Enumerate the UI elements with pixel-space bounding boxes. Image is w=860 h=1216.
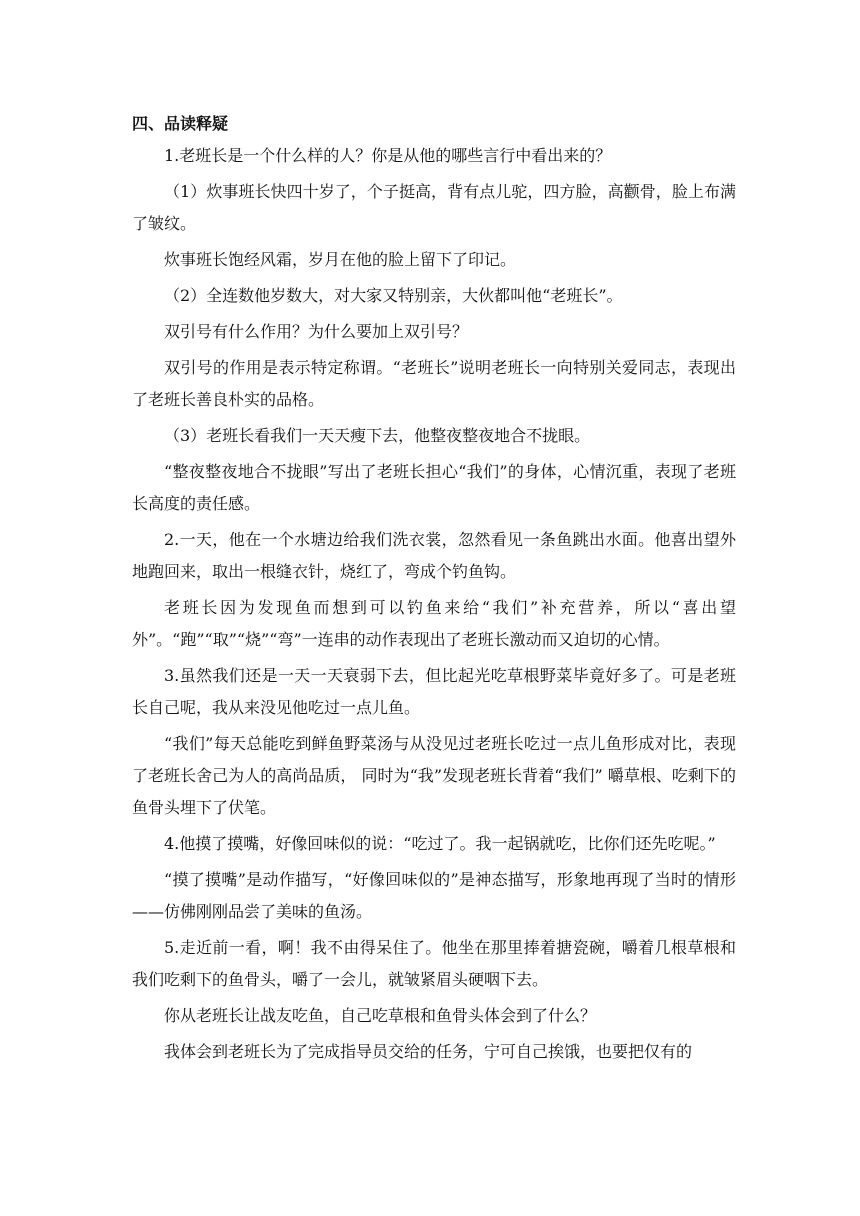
paragraph-q2: 2.一天，他在一个水塘边给我们洗衣裳，忽然看见一条鱼跳出水面。他喜出望外地跑回来，取出一根缝衣针，烧红了，弯成个钓鱼钩。 <box>132 530 736 581</box>
paragraph-q4: 4.他摸了摸嘴，好像回味似的说：“吃过了。我一起锅就吃，比你们还先吃呢。” <box>164 834 716 853</box>
paragraph-analysis-q3: “我们”每天总能吃到鲜鱼野菜汤与从没见过老班长吃过一点儿鱼形成对比，表现了老班长舍己为人的高尚品质， 同时为“我”发现老班长背着“我们” 嚼草根、吃剩下的鱼骨头埋下了伏笔。 <box>132 734 736 817</box>
paragraph-analysis-q5: 我体会到老班长为了完成指导员交给的任务，宁可自己挨饿，也要把仅有的 <box>164 1042 693 1061</box>
paragraph-question-5: 你从老班长让战友吃鱼，自己吃草根和鱼骨头体会到了什么？ <box>164 1006 597 1025</box>
paragraph-analysis-1: 炊事班长饱经风霜，岁月在他的脸上留下了印记。 <box>164 250 517 269</box>
paragraph-analysis-q4: “摸了摸嘴”是动作描写，“好像回味似的”是神态描写，形象地再现了当时的情形——仿佛刚刚品尝了美味的鱼汤。 <box>132 870 736 921</box>
paragraph-analysis-q2: 老班长因为发现鱼而想到可以钓鱼来给“我们”补充营养，所以“喜出望外”。“跑”“取”“烧”“弯”一连串的动作表现出了老班长激动而又迫切的心情。 <box>132 598 736 649</box>
paragraph-quote-1: （1）炊事班长快四十岁了，个子挺高，背有点儿驼，四方脸，高颧骨，脸上布满了皱纹。 <box>132 182 736 233</box>
paragraph-q5: 5.走近前一看，啊！我不由得呆住了。他坐在那里捧着搪瓷碗，嚼着几根草根和我们吃剩下的鱼骨头，嚼了一会儿，就皱紧眉头硬咽下去。 <box>132 938 736 989</box>
paragraph-question-2: 双引号有什么作用？为什么要加上双引号？ <box>164 322 469 341</box>
section-heading: 四、品读释疑 <box>132 114 229 133</box>
paragraph-analysis-2: 双引号的作用是表示特定称谓。“老班长”说明老班长一向特别关爱同志，表现出了老班长善良朴实的品格。 <box>132 358 736 409</box>
paragraph-quote-2: （2）全连数他岁数大，对大家又特别亲，大伙都叫他“老班长”。 <box>164 286 623 305</box>
paragraph-quote-3: （3）老班长看我们一天天瘦下去，他整夜整夜地合不拢眼。 <box>164 426 591 445</box>
paragraph-q1: 1.老班长是一个什么样的人？你是从他的哪些言行中看出来的？ <box>164 146 612 165</box>
paragraph-q3: 3.虽然我们还是一天一天衰弱下去，但比起光吃草根野菜毕竟好多了。可是老班长自己呢，我从来没见他吃过一点儿鱼。 <box>132 666 736 717</box>
paragraph-analysis-3: “整夜整夜地合不拢眼”写出了老班长担心“我们”的身体，心情沉重，表现了老班长高度的责任感。 <box>132 462 736 513</box>
document-page <box>132 108 736 1072</box>
